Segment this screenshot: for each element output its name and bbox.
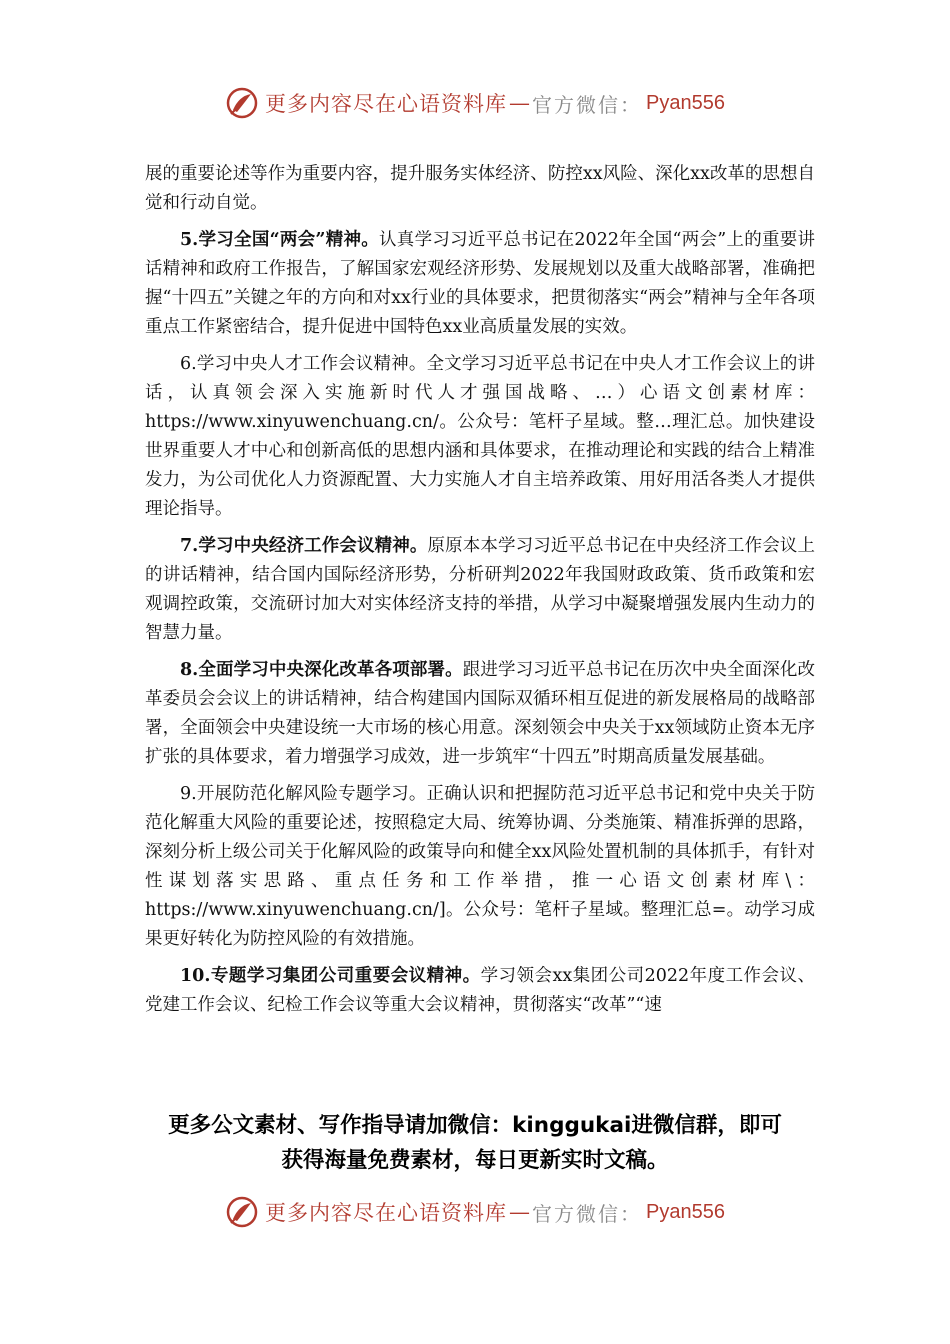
paragraph-heading: 5.学习全国“两会”精神。 bbox=[180, 230, 380, 250]
paragraph: 9.开展防范化解风险专题学习。正确认识和把握防范习近平总书记和党中央关于防范化解重大风险的重要论述，按照稳定大局、统筹协调、分类施策、精准拆弹的思路，深刻分析上级公司关于化解风险的政策导向和健全xx风险处置机制的具体抓手，有针对性谋划落实思路、重点任务和工作举措，推一心语文创素材库\：https://www.xinyuwenchuang.cn/]。公众号：笔杆子星域。整理汇总=。动学习成果更好转化为防控风险的有效措施。 bbox=[145, 784, 815, 949]
paragraph: 5.学习全国“两会”精神。认真学习习近平总书记在2022年全国“两会”上的重要讲话精神和政府工作报告，了解国家宏观经济形势、发展规划以及重大战略部署，准确把握“十四五”关键之年的方向和对xx行业的具体要求，把贯彻落实“两会”精神与全年各项重点工作紧密结合，提升促进中国特色xx业高质量发展的实效。 bbox=[145, 230, 815, 337]
promo-text bbox=[100, 1108, 850, 1178]
paragraph-heading: 8.全面学习中央深化改革各项部署。 bbox=[180, 660, 463, 680]
banner-dash: — bbox=[509, 91, 531, 115]
promo-line-1: 更多公文素材、写作指导请加微信：kinggukai进微信群，即可 bbox=[168, 1113, 782, 1138]
banner-dash: — bbox=[509, 1200, 531, 1224]
paragraph: 展的重要论述等作为重要内容，提升服务实体经济、防控xx风险、深化xx改革的思想自觉和行动自觉。 bbox=[145, 164, 815, 213]
banner-wechat-label: 官方微信： bbox=[532, 92, 643, 117]
banner-wechat-id: Pyan556 bbox=[646, 91, 725, 114]
paragraph: 8.全面学习中央深化改革各项部署。跟进学习习近平总书记在历次中央全面深化改革委员会会议上的讲话精神，结合构建国内国际双循环相互促进的新发展格局的战略部署，全面领会中央建设统一大市场的核心用意。深刻领会中央关于xx领域防止资本无序扩张的具体要求，着力增强学习成效，进一步筑牢“十四五”时期高质量发展基础。 bbox=[145, 660, 815, 767]
paragraph-heading: 7.学习中央经济工作会议精神。 bbox=[180, 536, 428, 556]
document-body bbox=[145, 160, 815, 1028]
paragraph: 6.学习中央人才工作会议精神。全文学习习近平总书记在中央人才工作会议上的讲话，认真领会深入实施新时代人才强国战略、…）心语文创素材库：https://www.xinyuwenchuang.cn/。公众号：笔杆子星域。整…理汇总。加快建设世界重要人才中心和创新高低的思想内涵和具体要求，在推动理论和实践的结合上精准发力，为公司优化人力资源配置、大力实施人才自主培养政策、用好用活各类人才提供理论指导。 bbox=[145, 354, 815, 519]
banner-wechat-id: Pyan556 bbox=[646, 1200, 725, 1223]
brush-logo-icon bbox=[225, 86, 259, 120]
banner-text: 更多内容尽在心语资料库 bbox=[265, 1201, 508, 1225]
paragraph: 7.学习中央经济工作会议精神。原原本本学习习近平总书记在中央经济工作会议上的讲话精神，结合国内国际经济形势，分析研判2022年我国财政政策、货币政策和宏观调控政策，交流研讨加大对实体经济支持的举措，从学习中凝聚增强发展内生动力的智慧力量。 bbox=[145, 536, 815, 643]
banner-text: 更多内容尽在心语资料库 bbox=[265, 92, 508, 116]
paragraph-heading: 10.专题学习集团公司重要会议精神。 bbox=[180, 966, 481, 986]
promo-line-2: 获得海量免费素材，每日更新实时文稿。 bbox=[281, 1148, 669, 1173]
brush-logo-icon bbox=[225, 1195, 259, 1229]
banner-wechat-label: 官方微信： bbox=[532, 1201, 643, 1226]
header-banner bbox=[0, 81, 950, 125]
paragraph: 10.专题学习集团公司重要会议精神。学习领会xx集团公司2022年度工作会议、党建工作会议、纪检工作会议等重大会议精神，贯彻落实“改革”“速 bbox=[145, 966, 815, 1015]
footer-banner bbox=[0, 1190, 950, 1234]
